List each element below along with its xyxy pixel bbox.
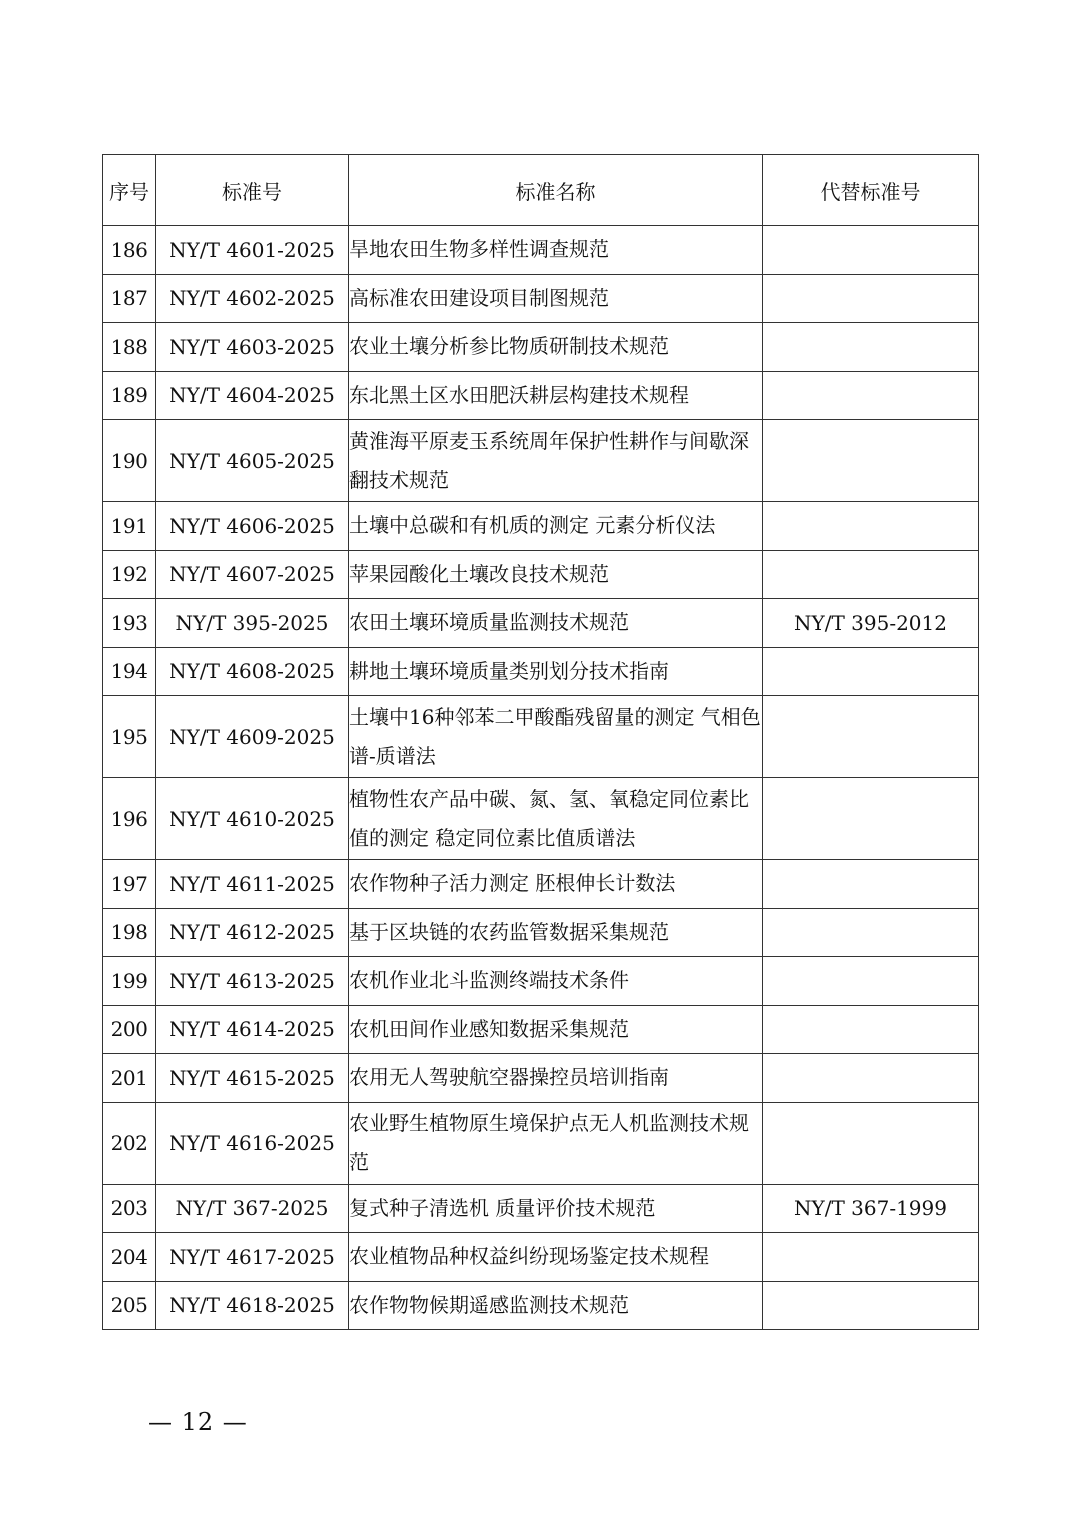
- table-row: [103, 778, 979, 860]
- name-cell: 农业野生植物原生境保护点无人机监测技术规范: [349, 1102, 763, 1184]
- table-row: [103, 1233, 979, 1282]
- name-cell: 农机作业北斗监测终端技术条件: [349, 957, 763, 1006]
- seq-cell: 194: [103, 647, 156, 696]
- seq-cell: 199: [103, 957, 156, 1006]
- name-cell: 苹果园酸化土壤改良技术规范: [349, 550, 763, 599]
- replaces-cell: [763, 860, 979, 909]
- replaces-cell: [763, 420, 979, 502]
- table-row: [103, 502, 979, 551]
- name-cell: 农业植物品种权益纠纷现场鉴定技术规程: [349, 1233, 763, 1282]
- standards-table: [102, 154, 979, 1330]
- replaces-cell: [763, 550, 979, 599]
- name-cell: 植物性农产品中碳、氮、氢、氧稳定同位素比值的测定 稳定同位素比值质谱法: [349, 778, 763, 860]
- table-row: [103, 226, 979, 275]
- code-cell: NY/T 4608-2025: [156, 647, 349, 696]
- seq-cell: 201: [103, 1054, 156, 1103]
- code-cell: NY/T 367-2025: [156, 1184, 349, 1233]
- replaces-cell: [763, 696, 979, 778]
- name-cell: 复式种子清选机 质量评价技术规范: [349, 1184, 763, 1233]
- name-cell: 农机田间作业感知数据采集规范: [349, 1005, 763, 1054]
- code-cell: NY/T 4616-2025: [156, 1102, 349, 1184]
- table-row: [103, 1281, 979, 1330]
- seq-cell: 189: [103, 371, 156, 420]
- replaces-cell: [763, 647, 979, 696]
- seq-cell: 186: [103, 226, 156, 275]
- replaces-cell: [763, 226, 979, 275]
- name-cell: 基于区块链的农药监管数据采集规范: [349, 908, 763, 957]
- code-cell: NY/T 4607-2025: [156, 550, 349, 599]
- header-replaces: 代替标准号: [763, 155, 979, 226]
- replaces-cell: [763, 957, 979, 1006]
- code-cell: NY/T 4611-2025: [156, 860, 349, 909]
- code-cell: NY/T 4615-2025: [156, 1054, 349, 1103]
- replaces-cell: [763, 1281, 979, 1330]
- name-cell: 农田土壤环境质量监测技术规范: [349, 599, 763, 648]
- replaces-cell: [763, 1054, 979, 1103]
- name-cell: 农作物物候期遥感监测技术规范: [349, 1281, 763, 1330]
- name-cell: 东北黑土区水田肥沃耕层构建技术规程: [349, 371, 763, 420]
- name-cell: 土壤中16种邻苯二甲酸酯残留量的测定 气相色谱-质谱法: [349, 696, 763, 778]
- code-cell: NY/T 4618-2025: [156, 1281, 349, 1330]
- replaces-cell: NY/T 395-2012: [763, 599, 979, 648]
- seq-cell: 202: [103, 1102, 156, 1184]
- table-row: [103, 696, 979, 778]
- replaces-cell: [763, 1005, 979, 1054]
- seq-cell: 187: [103, 274, 156, 323]
- code-cell: NY/T 4604-2025: [156, 371, 349, 420]
- replaces-cell: [763, 1102, 979, 1184]
- replaces-cell: [763, 371, 979, 420]
- code-cell: NY/T 395-2025: [156, 599, 349, 648]
- table-row: [103, 371, 979, 420]
- code-cell: NY/T 4617-2025: [156, 1233, 349, 1282]
- table-row: [103, 274, 979, 323]
- table-row: [103, 1184, 979, 1233]
- table-row: [103, 647, 979, 696]
- header-seq: 序号: [103, 155, 156, 226]
- seq-cell: 203: [103, 1184, 156, 1233]
- seq-cell: 192: [103, 550, 156, 599]
- replaces-cell: [763, 502, 979, 551]
- replaces-cell: [763, 274, 979, 323]
- table-row: [103, 420, 979, 502]
- table-row: [103, 957, 979, 1006]
- header-code: 标准号: [156, 155, 349, 226]
- code-cell: NY/T 4610-2025: [156, 778, 349, 860]
- table-header-row: [103, 155, 979, 226]
- code-cell: NY/T 4606-2025: [156, 502, 349, 551]
- replaces-cell: [763, 908, 979, 957]
- seq-cell: 197: [103, 860, 156, 909]
- seq-cell: 205: [103, 1281, 156, 1330]
- header-name: 标准名称: [349, 155, 763, 226]
- seq-cell: 191: [103, 502, 156, 551]
- code-cell: NY/T 4601-2025: [156, 226, 349, 275]
- name-cell: 农用无人驾驶航空器操控员培训指南: [349, 1054, 763, 1103]
- name-cell: 高标准农田建设项目制图规范: [349, 274, 763, 323]
- table-row: [103, 860, 979, 909]
- replaces-cell: [763, 1233, 979, 1282]
- seq-cell: 200: [103, 1005, 156, 1054]
- page-number: — 12 —: [148, 1408, 248, 1436]
- seq-cell: 198: [103, 908, 156, 957]
- table-row: [103, 1054, 979, 1103]
- seq-cell: 195: [103, 696, 156, 778]
- name-cell: 旱地农田生物多样性调查规范: [349, 226, 763, 275]
- name-cell: 耕地土壤环境质量类别划分技术指南: [349, 647, 763, 696]
- replaces-cell: [763, 323, 979, 372]
- code-cell: NY/T 4603-2025: [156, 323, 349, 372]
- table-row: [103, 1102, 979, 1184]
- name-cell: 农业土壤分析参比物质研制技术规范: [349, 323, 763, 372]
- table-row: [103, 550, 979, 599]
- name-cell: 土壤中总碳和有机质的测定 元素分析仪法: [349, 502, 763, 551]
- replaces-cell: NY/T 367-1999: [763, 1184, 979, 1233]
- seq-cell: 204: [103, 1233, 156, 1282]
- code-cell: NY/T 4614-2025: [156, 1005, 349, 1054]
- name-cell: 农作物种子活力测定 胚根伸长计数法: [349, 860, 763, 909]
- table-row: [103, 1005, 979, 1054]
- seq-cell: 193: [103, 599, 156, 648]
- code-cell: NY/T 4612-2025: [156, 908, 349, 957]
- seq-cell: 188: [103, 323, 156, 372]
- table-row: [103, 908, 979, 957]
- replaces-cell: [763, 778, 979, 860]
- seq-cell: 190: [103, 420, 156, 502]
- table-row: [103, 323, 979, 372]
- name-cell: 黄淮海平原麦玉系统周年保护性耕作与间歇深翻技术规范: [349, 420, 763, 502]
- code-cell: NY/T 4602-2025: [156, 274, 349, 323]
- code-cell: NY/T 4609-2025: [156, 696, 349, 778]
- code-cell: NY/T 4613-2025: [156, 957, 349, 1006]
- seq-cell: 196: [103, 778, 156, 860]
- code-cell: NY/T 4605-2025: [156, 420, 349, 502]
- table-row: [103, 599, 979, 648]
